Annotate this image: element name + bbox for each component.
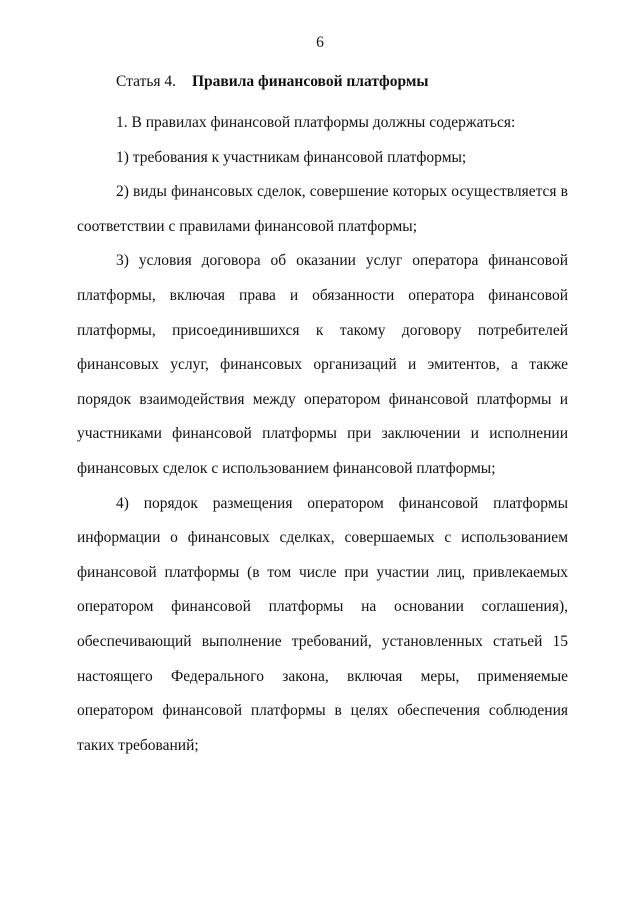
paragraph-item-1: 1) требования к участникам финансовой платформы; bbox=[116, 148, 467, 166]
article-number: Статья 4. bbox=[116, 73, 177, 90]
paragraph-intro: 1. В правилах финансовой платформы должны содержаться: bbox=[116, 114, 516, 131]
body-text bbox=[77, 106, 568, 763]
paragraph-item-4: 4) порядок размещения оператором финансовой платформы информации о финансовых сделках, совершаемых с использованием финансовой платформы (в том числе при участии лиц, привлекаемых оператором финансовой платформы на основании соглашения), обеспечивающий выполнение требований, установленных статьей 15 настоящего Федерального закона, включая меры, применяемые оператором финансовой платформы в целях обеспечения соблюдения таких требований; bbox=[77, 494, 568, 754]
paragraph-item-2: 2) виды финансовых сделок, совершение которых осуществляется в соответствии с правилами финансовой платформы; bbox=[77, 183, 568, 235]
page-number: 6 bbox=[316, 34, 324, 51]
article-title: Правила финансовой платформы bbox=[192, 73, 429, 90]
article-heading bbox=[116, 72, 429, 92]
paragraph-item-3: 3) условия договора об оказании услуг оператора финансовой платформы, включая права и обязанности оператора финансовой платформы, присоединившихся к такому договору потребителей финансовых услуг, финансовых организаций и эмитентов, а также порядок взаимодействия между оператором финансовой платформы и участниками финансовой платформы при заключении и исполнении финансовых сделок с использованием финансовой платформы; bbox=[77, 252, 568, 477]
